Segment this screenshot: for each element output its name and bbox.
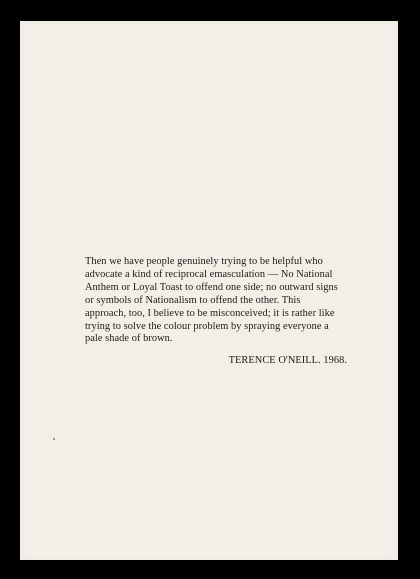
quote-line-7: pale shade of brown. xyxy=(85,333,173,345)
quote-line-6: trying to solve the colour problem by spraying everyone a xyxy=(85,320,329,332)
quote-line-2: advocate a kind of reciprocal emasculation — No National xyxy=(85,268,333,280)
quote-line-3: Anthem or Loyal Toast to offend one side; no outward signs xyxy=(85,281,338,293)
paper-sheet xyxy=(20,21,398,560)
quote-line-5: approach, too, I believe to be misconceived; it is rather like xyxy=(85,307,335,319)
quote-block xyxy=(85,256,350,368)
quote-line-4: or symbols of Nationalism to offend the other. This xyxy=(85,294,301,306)
quote-line-1: Then we have people genuinely trying to be helpful who xyxy=(85,256,323,267)
attribution: TERENCE O'NEILL. 1968. xyxy=(228,355,347,367)
paper-speck xyxy=(53,438,55,440)
